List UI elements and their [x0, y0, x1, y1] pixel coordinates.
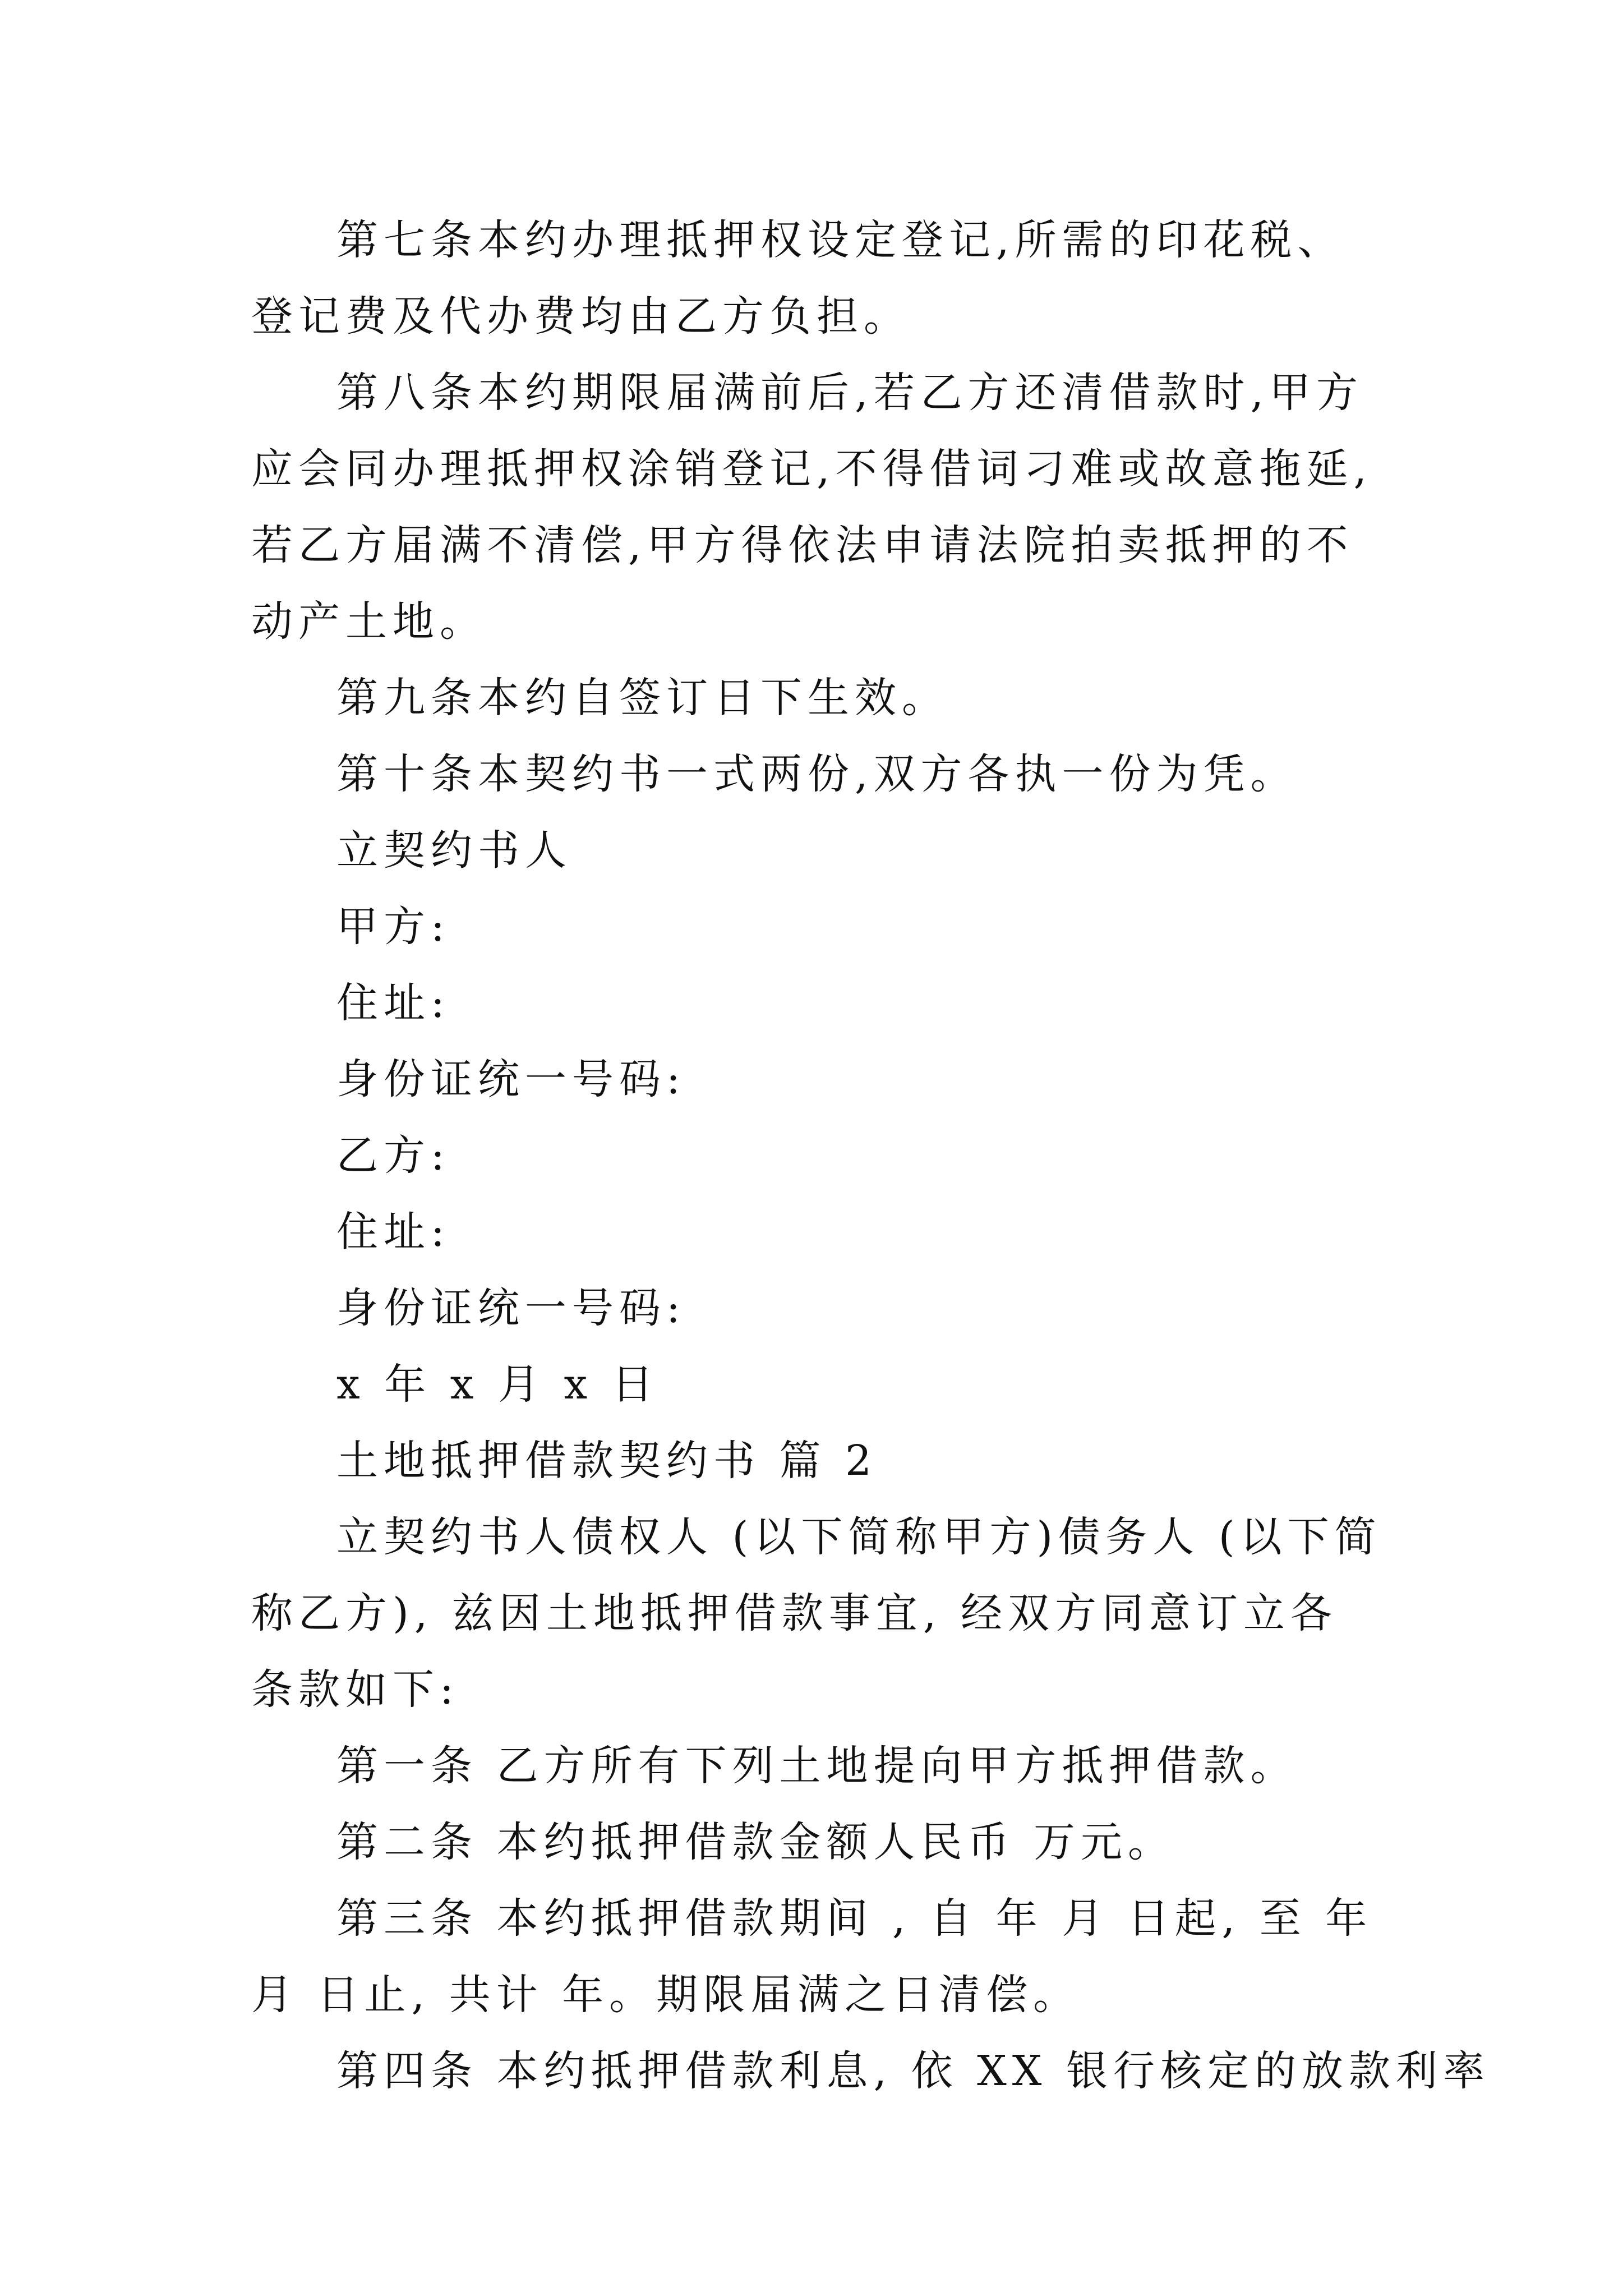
party-b-label: 乙方: — [336, 1131, 450, 1180]
paragraph-article-9: 第九条本约自签订日下生效。 — [336, 674, 949, 722]
paragraph-article-3: 第三条 本约抵押借款期间 , 自 年 月 日起, 至 年 月 日止, 共计 年。期限届满之日清偿。 — [251, 1894, 1373, 2019]
section-title: 土地抵押借款契约书 篇 2 — [336, 1437, 878, 1485]
paragraph-article-2: 第二条 本约抵押借款金额人民币 万元。 — [336, 1818, 1175, 1866]
party-b-id-label: 身份证统一号码: — [336, 1284, 686, 1332]
signatories-heading: 立契约书人 — [336, 826, 572, 875]
party-a-id-label: 身份证统一号码: — [336, 1055, 686, 1103]
party-a-address-label: 住址: — [336, 979, 450, 1027]
paragraph-article-8: 第八条本约期限届满前后,若乙方还清借款时,甲方应会同办理抵押权涂销登记,不得借词刁难或故意拖延,若乙方届满不清偿,甲方得依法申请法院拍卖抵押的不动产土地。 — [251, 369, 1373, 646]
paragraph-article-10: 第十条本契约书一式两份,双方各执一份为凭。 — [336, 750, 1298, 798]
paragraph-article-7: 第七条本约办理抵押权设定登记,所需的印花税、登记费及代办费均由乙方负担。 — [251, 216, 1345, 341]
date-line: x 年 x 月 x 日 — [336, 1360, 659, 1409]
preamble-paragraph: 立契约书人债权人 (以下简称甲方)债务人 (以下简称乙方), 兹因土地抵押借款事宜, 经双方同意订立各条款如下: — [251, 1513, 1382, 1714]
paragraph-article-1: 第一条 乙方所有下列土地提向甲方抵押借款。 — [336, 1742, 1298, 1790]
document-body — [251, 202, 1490, 2109]
party-b-address-label: 住址: — [336, 1208, 450, 1256]
paragraph-article-4: 第四条 本约抵押借款利息, 依 XX 银行核定的放款利率 — [336, 2047, 1490, 2095]
party-a-label: 甲方: — [336, 903, 450, 951]
